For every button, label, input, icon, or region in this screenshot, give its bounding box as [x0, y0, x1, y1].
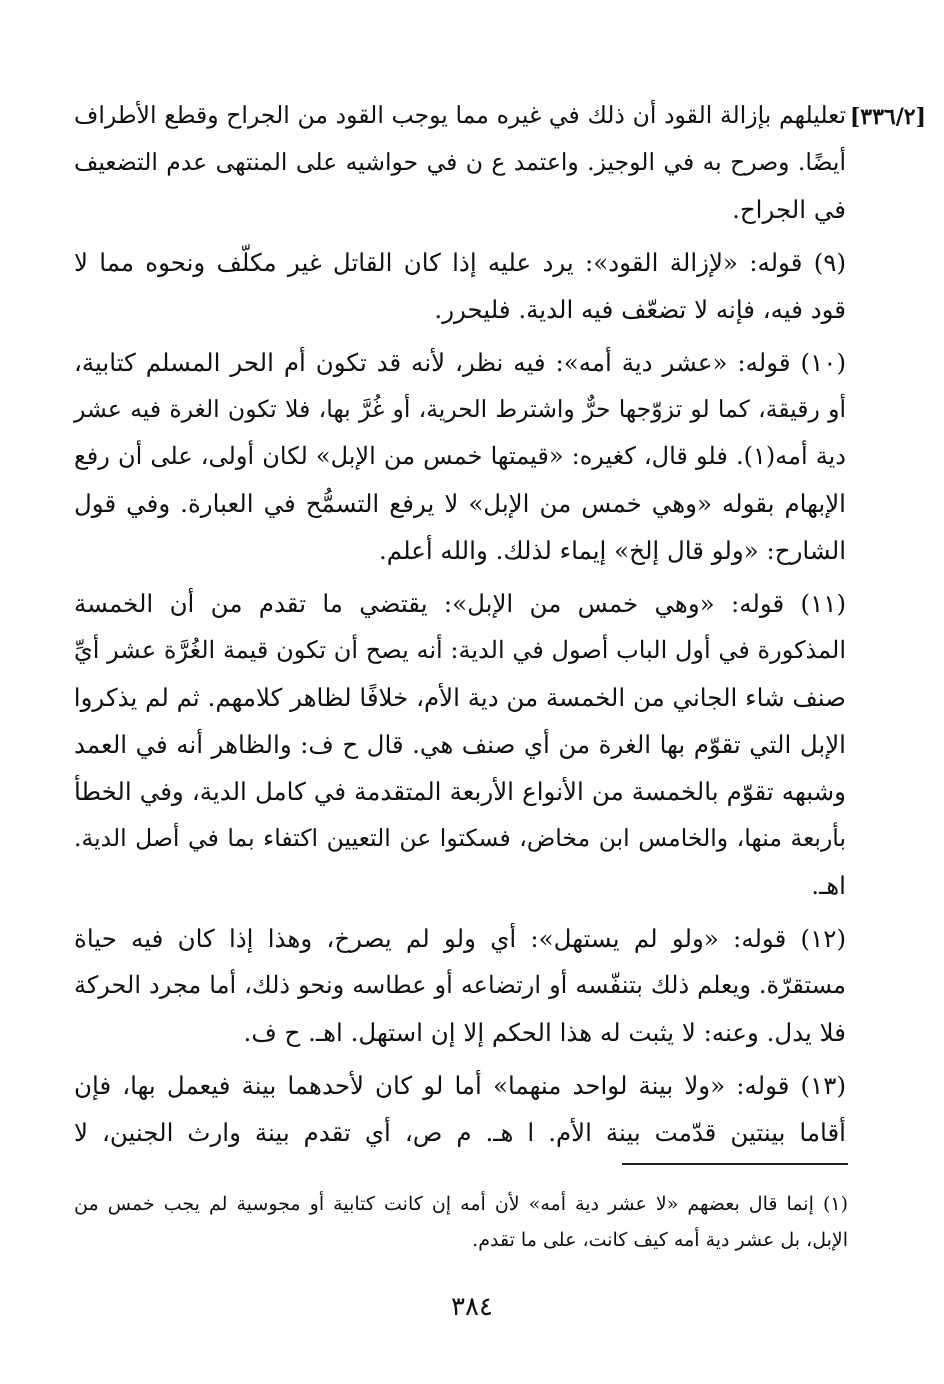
- footnote-line: الإبل، بل عشر دية أمه كيف كانت، على ما تقدم.: [472, 1229, 848, 1251]
- footnote: [74, 1186, 848, 1258]
- text-line: صنف شاء الجاني من الخمسة من دية الأم، خلافًا لظاهر كلامهم. ثم لم يذكروا: [73, 683, 846, 712]
- paragraph-3: [74, 339, 846, 574]
- footnote-divider: [622, 1163, 848, 1165]
- paragraph-6: [74, 1062, 846, 1156]
- marginal-reference: [٣٣٦/٢]: [849, 104, 926, 130]
- text-line: المذكورة في أول الباب أصول في الدية: أنه يصح أن تكون قيمة الغُرَّة عشر أيِّ: [74, 636, 846, 664]
- text-line: تعليلهم بإزالة القود أن ذلك في غيره مما يوجب القود من الجراح وقطع الأطراف: [74, 101, 846, 129]
- text-line: الشارح: «ولو قال إلخ» إيماء لذلك. والله أعلم.: [379, 536, 846, 565]
- main-text: [74, 92, 846, 1156]
- text-line: بأربعة منها، والخامس ابن مخاض، فسكتوا عن التعيين اكتفاء بما في أصل الدية.: [74, 824, 846, 852]
- text-line: قود فيه، فإنه لا تضعّف فيه الدية. فليحرر.: [434, 295, 846, 324]
- text-line: (١٢) قوله: «ولو لم يستهل»: أي ولو لم يصرخ، وهذا إذا كان فيه حياة: [74, 924, 846, 953]
- text-line: الإبل التي تقوّم بها الغرة من أي صنف هي. قال ح ف: والظاهر أنه في العمد: [74, 730, 846, 759]
- paragraph-2: [74, 239, 846, 333]
- paragraph-5: [74, 915, 846, 1056]
- text-line: (١٠) قوله: «عشر دية أمه»: فيه نظر، لأنه قد تكون أم الحر المسلم كتابية،: [74, 348, 846, 377]
- page-number: ٣٨٤: [451, 1292, 493, 1322]
- text-line: مستقرّة. ويعلم ذلك بتنفّسه أو ارتضاعه أو عطاسه ونحو ذلك، أما مجرد الحركة: [74, 971, 846, 999]
- text-line: أو رقيقة، كما لو تزوّجها حرٌّ واشترط الحرية، أو غُرَّ بها، فلا تكون الغرة فيه عشر: [74, 395, 846, 423]
- text-line: الإبهام بقوله «وهي خمس من الإبل» لا يرفع التسمُّح في العبارة. وفي قول: [74, 489, 846, 518]
- paragraph-4: [74, 580, 846, 909]
- text-line: في الجراح.: [732, 195, 846, 224]
- text-line: (٩) قوله: «لإزالة القود»: يرد عليه إذا كان القاتل غير مكلّف ونحوه مما لا: [74, 248, 846, 277]
- text-line: (١٣) قوله: «ولا بينة لواحد منهما» أما لو كان لأحدهما بينة فيعمل بها، فإن: [74, 1071, 846, 1100]
- text-line: أيضًا. وصرح به في الوجيز. واعتمد ع ن في حواشيه على المنتهى عدم التضعيف: [74, 148, 846, 176]
- text-line: فلا يدل. وعنه: لا يثبت له هذا الحكم إلا إن استهل. اهـ. ح ف.: [243, 1018, 846, 1047]
- footnote-line: (١) إنما قال بعضهم «لا عشر دية أمه» لأن أمه إن كانت كتابية أو مجوسية لم يجب خمس من: [74, 1193, 848, 1215]
- text-line: وشبهه تقوّم بالخمسة من الأنواع الأربعة المتقدمة في كامل الدية، وفي الخطأ: [74, 777, 846, 806]
- text-line: أقاما بينتين قدّمت بينة الأم. ا هـ. م ص، أي تقدم بينة وارث الجنين، لا: [74, 1118, 846, 1147]
- text-line: دية أمه(١). فلو قال، كغيره: «قيمتها خمس من الإبل» لكان أولى، على أن رفع: [74, 442, 846, 470]
- paragraph-1: [74, 92, 846, 233]
- text-line: اهـ.: [811, 871, 846, 900]
- text-line: (١١) قوله: «وهي خمس من الإبل»: يقتضي ما تقدم من أن الخمسة: [74, 589, 846, 618]
